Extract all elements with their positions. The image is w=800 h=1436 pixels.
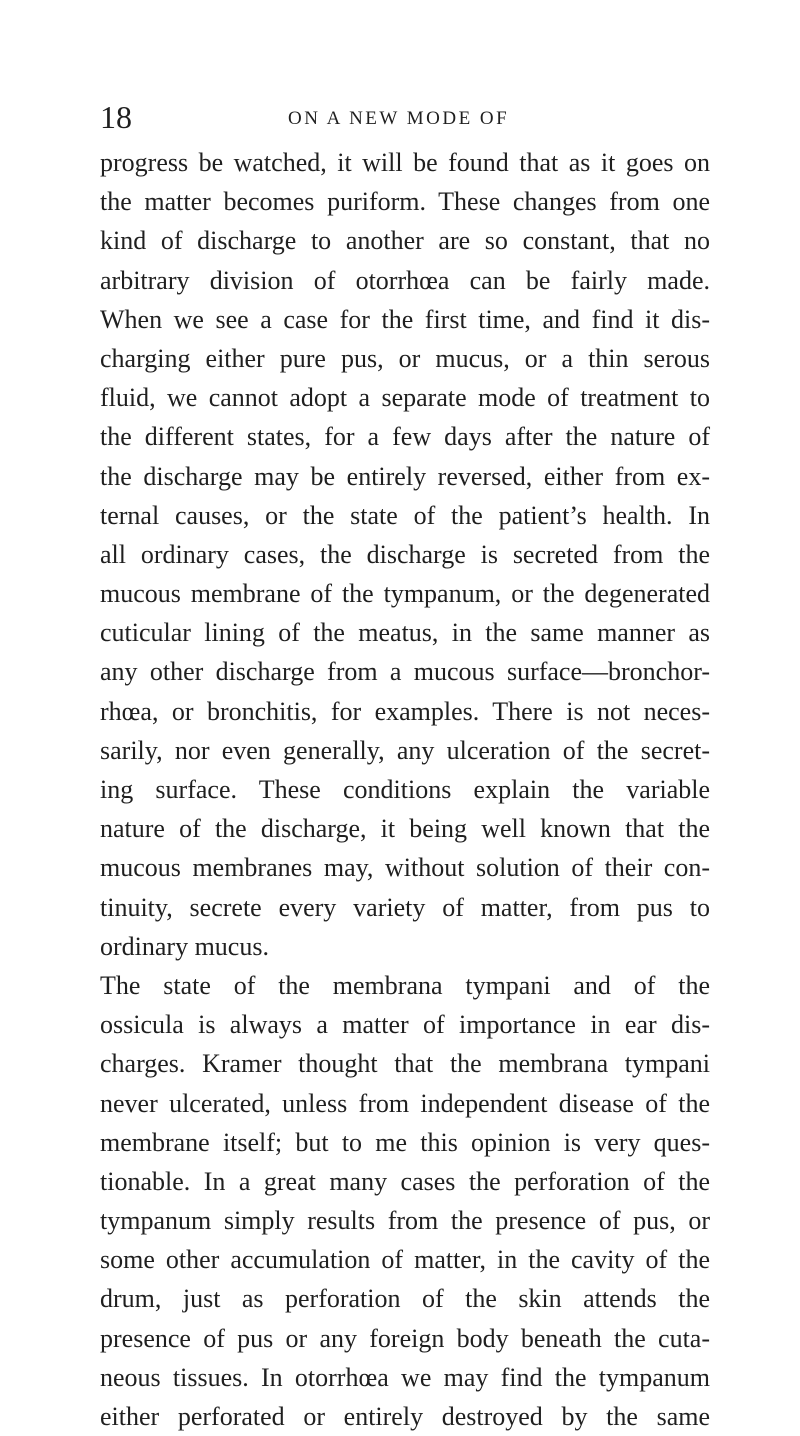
text-line: nature of the discharge, it being well known that the — [100, 814, 710, 844]
page-number: 18 — [100, 99, 132, 135]
text-line: mucous membrane of the tympanum, or the degenerated — [100, 579, 710, 609]
text-line: membrane itself; but to me this opinion is very ques- — [100, 1127, 710, 1157]
text-line: rhœa, or bronchitis, for examples. There is not neces- — [100, 696, 710, 726]
text-line: neous tissues. In otorrhœa we may find the tympanum — [100, 1362, 710, 1392]
text-line: cuticular lining of the meatus, in the same manner as — [100, 618, 710, 648]
text-line: The state of the membrana tympani and of the — [100, 970, 710, 1000]
text-line: sarily, nor even generally, any ulceration of the secret- — [100, 735, 710, 765]
text-line: When we see a case for the first time, and find it dis- — [100, 304, 710, 334]
text-line: either perforated or entirely destroyed by the same — [100, 1402, 710, 1431]
text-line: charges. Kramer thought that the membrana tympani — [100, 1049, 710, 1079]
text-line: progress be watched, it will be found that as it goes on — [100, 148, 710, 177]
text-line: arbitrary division of otorrhœa can be fairly made. — [100, 265, 710, 295]
text-line: tionable. In a great many cases the perforation of the — [100, 1166, 710, 1196]
text-line: the matter becomes puriform. These changes from one — [100, 187, 710, 217]
text-line: tinuity, secrete every variety of matter, from pus to — [100, 892, 710, 922]
text-line: ing surface. These conditions explain the variable — [100, 775, 710, 804]
text-line: any other discharge from a mucous surface—bronchor- — [100, 657, 710, 687]
text-line: ternal causes, or the state of the patient’s health. In — [100, 500, 710, 530]
text-line: all ordinary cases, the discharge is secreted from the — [100, 539, 710, 569]
text-line: kind of discharge to another are so constant, that no — [100, 226, 710, 256]
running-head — [100, 97, 710, 137]
text-line: fluid, we cannot adopt a separate mode of treatment to — [100, 383, 710, 413]
body-text — [100, 143, 710, 1436]
text-line: charging either pure pus, or mucus, or a thin serous — [100, 343, 710, 373]
text-line: some other accumulation of matter, in the cavity of the — [100, 1245, 710, 1275]
text-line: never ulcerated, unless from independent disease of the — [100, 1088, 710, 1118]
text-line: presence of pus or any foreign body beneath the cuta- — [100, 1323, 710, 1353]
text-line: tympanum simply results from the presence of pus, or — [100, 1206, 710, 1236]
running-title: ON A NEW MODE OF — [288, 108, 510, 129]
text-line: ordinary mucus. — [100, 931, 269, 961]
text-line: ossicula is always a matter of importance in ear dis- — [100, 1010, 710, 1040]
text-line: the different states, for a few days after the nature of — [100, 422, 710, 452]
text-line: drum, just as perforation of the skin attends the — [100, 1284, 710, 1314]
text-line: mucous membranes may, without solution of their con- — [100, 853, 710, 883]
text-line: the discharge may be entirely reversed, either from ex- — [100, 461, 710, 491]
